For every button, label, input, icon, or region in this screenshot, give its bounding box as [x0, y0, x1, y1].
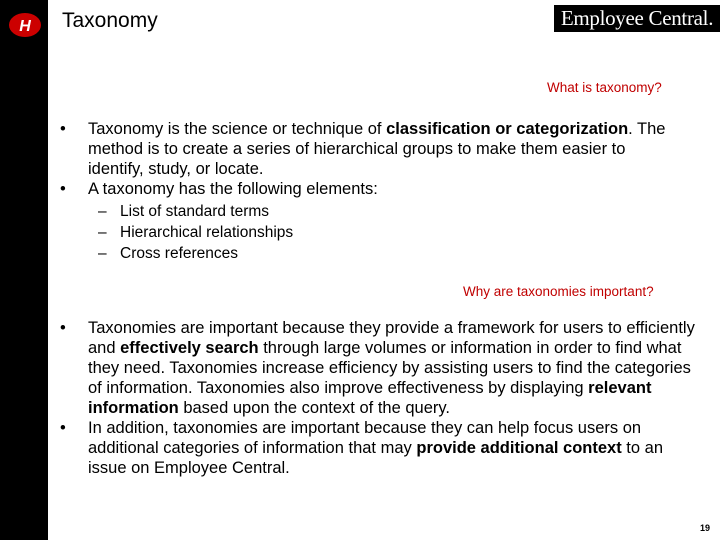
- body-text: . The method is to create a series of hierarchical groups to make them easier to identify, study, or locate.: [88, 120, 666, 178]
- body-text: Taxonomies are important because they provide a framework for users to efficiently and: [88, 319, 695, 357]
- emphasis-text: classification or categorization: [386, 120, 629, 138]
- body-text: In addition, taxonomies are important because they can help focus users on additional categories of information that may: [88, 419, 642, 457]
- section-heading-what-is: What is taxonomy?: [547, 80, 662, 95]
- sub-item: – Hierarchical relationships: [88, 222, 670, 243]
- body-text: based upon the context of the query.: [178, 399, 450, 417]
- emphasis-text: relevant information: [88, 379, 652, 417]
- emphasis-text: provide additional context: [416, 439, 622, 457]
- body-text: through large volumes or information in order to find what they need. Taxonomies increase efficiency by assisting users to find the categories of information. Taxonomies also improve effectiveness by displaying: [88, 339, 691, 397]
- sub-bullet-list: [88, 201, 670, 264]
- body-text: to an issue on Employee Central.: [88, 439, 664, 477]
- section1-bullet-list: [60, 119, 670, 264]
- bullet-item: [60, 418, 700, 478]
- bullet-item: [60, 318, 700, 418]
- bullet-text: [88, 180, 378, 198]
- section2-bullet-list: [60, 318, 700, 478]
- section-heading-why-important: Why are taxonomies important?: [463, 284, 654, 299]
- body-text: Taxonomy is the science or technique of: [88, 120, 387, 138]
- emphasis-text: effectively search: [120, 339, 259, 357]
- employee-central-logo: Employee Central.: [554, 5, 720, 32]
- page-number: 19: [700, 523, 711, 533]
- ht-logo-icon: [8, 12, 42, 38]
- body-text: A taxonomy has the following elements:: [88, 180, 378, 198]
- sub-item: – List of standard terms: [88, 201, 670, 222]
- slide-title: Taxonomy: [62, 9, 158, 32]
- left-sidebar-bar: [0, 0, 48, 540]
- svg-text:H: H: [19, 18, 31, 35]
- bullet-item: [60, 179, 670, 264]
- sub-item: – Cross references: [88, 243, 670, 264]
- bullet-item: [60, 119, 670, 179]
